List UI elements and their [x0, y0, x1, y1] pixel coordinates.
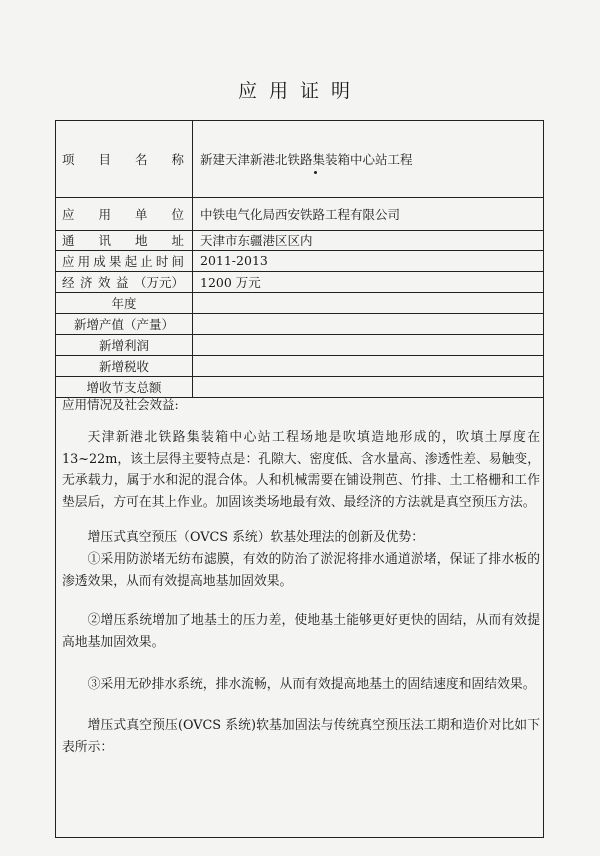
paragraph-advantage-2: ②增压系统增加了地基土的压力差，使地基土能够更好更快的固结，从而有效提高地基加固效果。	[62, 613, 540, 650]
value-project-name: 新建天津新港北铁路集装箱中心站工程	[193, 121, 544, 197]
row-year	[56, 292, 543, 313]
section-heading: 应用情况及社会效益:	[62, 397, 179, 412]
label-period: 应 用 成 果 起 止 时 间	[62, 253, 184, 269]
certificate-form	[55, 120, 544, 838]
paragraph-advantage-3: ③采用无砂排水系统，排水流畅，从而有效提高地基土的固结速度和固结效果。	[87, 677, 536, 692]
value-new-profit	[193, 334, 544, 355]
label-new-tax: 新增税收	[56, 355, 193, 376]
document-title: 应用证明	[237, 80, 362, 102]
row-new-profit	[56, 334, 543, 355]
value-new-output	[193, 313, 544, 334]
paragraph-comparison: 增压式真空预压(OVCS 系统)软基加固法与传统真空预压法工期和造价对比如下表所示：	[62, 718, 540, 755]
value-year	[193, 292, 544, 313]
row-new-tax	[56, 355, 543, 376]
value-economic-benefit: 1200 万元	[193, 271, 544, 292]
row-applicant	[56, 197, 543, 230]
label-address: 通 讯 地 址	[62, 233, 184, 248]
ink-dot	[314, 171, 317, 174]
paragraph-advantage-1: ①采用防淤堵无纺布滤膜，有效的防治了淤泥将排水通道淤堵，保证了排水板的渗透效果，从而有效提高地基加固效果。	[62, 552, 540, 589]
row-total-savings	[56, 376, 543, 397]
row-address	[56, 230, 543, 250]
value-total-savings	[193, 376, 544, 397]
info-table	[56, 121, 543, 398]
row-project-name	[56, 121, 543, 197]
row-period	[56, 250, 543, 271]
value-address: 天津市东疆港区区内	[193, 230, 544, 250]
label-project-name: 项 目 名 称	[62, 151, 184, 167]
paragraph-ovcs-intro: 增压式真空预压（OVCS 系统）软基处理法的创新及优势：	[87, 530, 425, 545]
value-period: 2011-2013	[193, 250, 544, 271]
label-new-profit: 新增利润	[56, 334, 193, 355]
value-applicant: 中铁电气化局西安铁路工程有限公司	[193, 197, 544, 230]
row-new-output	[56, 313, 543, 334]
label-year: 年度	[56, 292, 193, 313]
label-economic-benefit: 经 济 效 益 （万元）	[62, 274, 184, 290]
label-total-savings: 增收节支总额	[56, 376, 193, 397]
label-new-output: 新增产值（产量）	[56, 313, 193, 334]
paragraph-site-conditions: 天津新港北铁路集装箱中心站工程场地是吹填造地形成的，吹填土厚度在 13~22m，该土层得主要特点是：孔隙大、密度低、含水量高、渗透性差、易触变，无承载力，属于水和泥的混合体。人和机械需要在铺设荆芭、竹排、土工格栅和工作垫层后，方可在其上作业。加固该类场地最有效、最经济的方法就是真空预压方法。	[62, 430, 540, 510]
row-economic-benefit	[56, 271, 543, 292]
label-applicant: 应 用 单 位	[62, 206, 184, 222]
value-new-tax	[193, 355, 544, 376]
